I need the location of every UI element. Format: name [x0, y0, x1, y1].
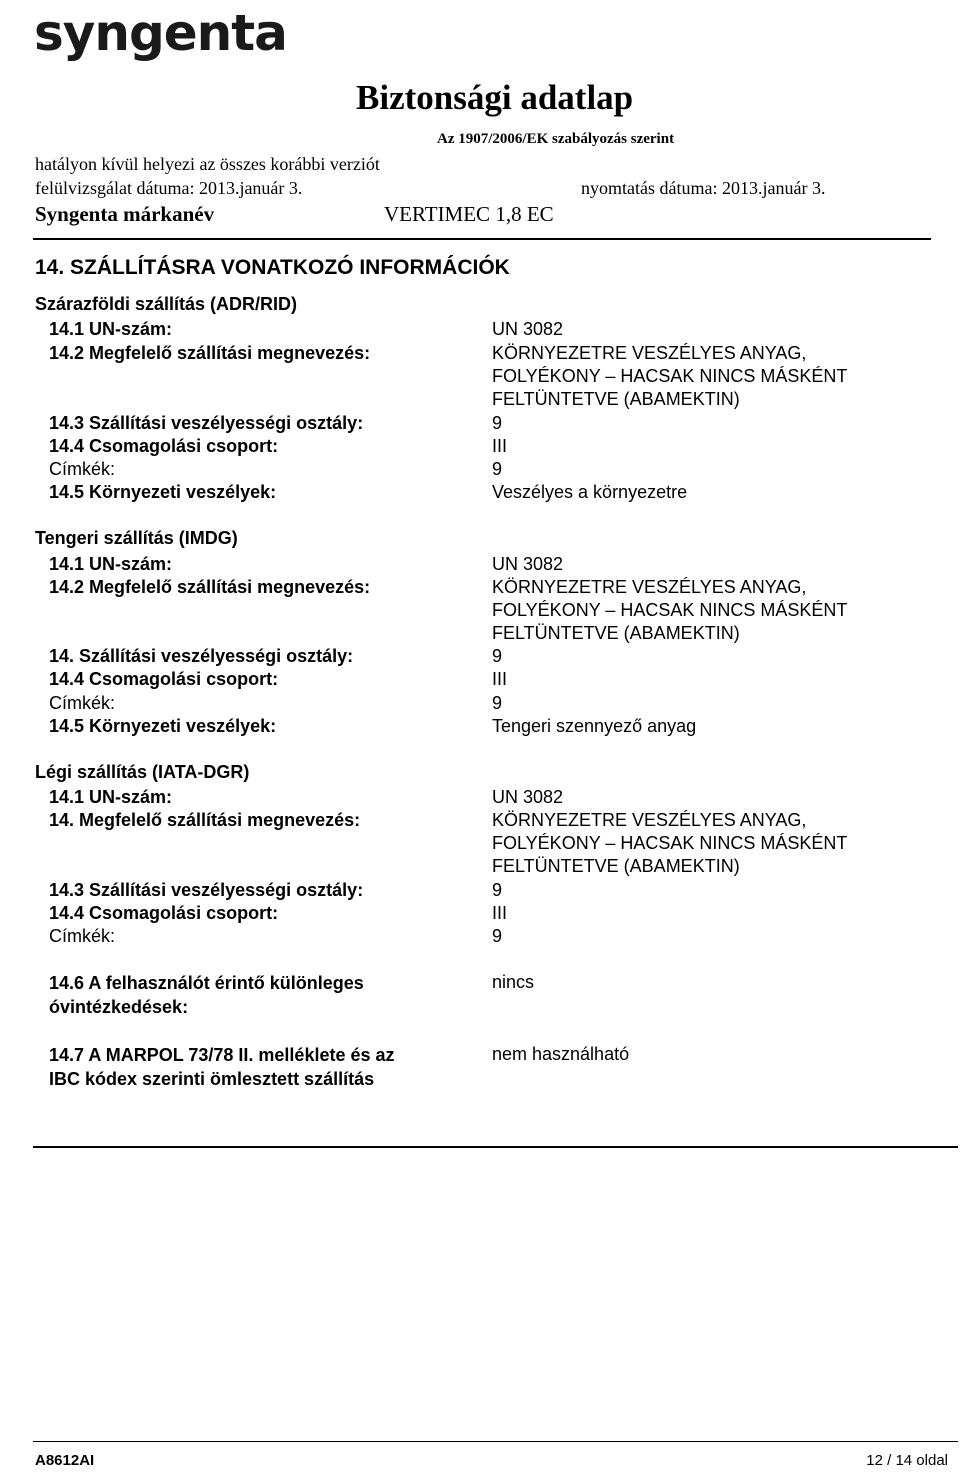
adr-class-label: 14.3 Szállítási veszélyességi osztály:	[49, 413, 364, 433]
document-code: A8612AI	[35, 1452, 95, 1469]
adr-packing-group-value: III	[492, 436, 508, 456]
iata-name-label: 14. Megfelelő szállítási megnevezés:	[49, 810, 361, 830]
brand-label: Syngenta márkanév	[35, 202, 215, 226]
revision-date: felülvizsgálat dátuma: 2013.január 3.	[35, 178, 303, 198]
adr-labels-label: Címkék:	[49, 459, 116, 479]
adr-name-line: FOLYÉKONY – HACSAK NINCS MÁSKÉNT	[492, 366, 848, 386]
imdg-name-line: FOLYÉKONY – HACSAK NINCS MÁSKÉNT	[492, 600, 848, 620]
adr-un-label: 14.1 UN-szám:	[49, 319, 173, 339]
iata-name-line: FELTÜNTETVE (ABAMEKTIN)	[492, 856, 740, 876]
imdg-packing-group-value: III	[492, 669, 508, 689]
content-divider	[33, 1146, 958, 1148]
print-date: nyomtatás dátuma: 2013.január 3.	[581, 178, 826, 198]
imdg-un-value: UN 3082	[492, 554, 564, 574]
iata-class-label: 14.3 Szállítási veszélyességi osztály:	[49, 880, 364, 900]
regulation-note: Az 1907/2006/EK szabályozás szerint	[437, 131, 675, 147]
header-divider	[33, 238, 931, 240]
adr-name-line: KÖRNYEZETRE VESZÉLYES ANYAG,	[492, 343, 807, 363]
adr-name-line: FELTÜNTETVE (ABAMEKTIN)	[492, 389, 740, 409]
footer-divider	[33, 1441, 958, 1442]
supersedes-note: hatályon kívül helyezi az összes korábbi verziót	[35, 154, 380, 174]
adr-env-label: 14.5 Környezeti veszélyek:	[49, 482, 277, 502]
imdg-class-label: 14. Szállítási veszélyességi osztály:	[49, 646, 354, 666]
imdg-env-label: 14.5 Környezeti veszélyek:	[49, 716, 277, 736]
section-title: 14. SZÁLLÍTÁSRA VONATKOZÓ INFORMÁCIÓK	[35, 256, 510, 279]
iata-heading: Légi szállítás (IATA-DGR)	[35, 762, 250, 782]
iata-un-label: 14.1 UN-szám:	[49, 787, 173, 807]
imdg-name-label: 14.2 Megfelelő szállítási megnevezés:	[49, 577, 371, 597]
adr-un-value: UN 3082	[492, 319, 564, 339]
iata-labels-label: Címkék:	[49, 926, 116, 946]
imdg-heading: Tengeri szállítás (IMDG)	[35, 528, 238, 548]
adr-packing-group-label: 14.4 Csomagolási csoport:	[49, 436, 279, 456]
imdg-env-value: Tengeri szennyező anyag	[492, 716, 697, 736]
product-name: VERTIMEC 1,8 EC	[384, 202, 554, 226]
imdg-labels-value: 9	[492, 693, 503, 713]
marpol-label: 14.7 A MARPOL 73/78 II. melléklete és az IBC kódex szerinti ömlesztett szállítás	[49, 1045, 395, 1089]
iata-name-line: FOLYÉKONY – HACSAK NINCS MÁSKÉNT	[492, 833, 848, 853]
adr-env-value: Veszélyes a környezetre	[492, 482, 688, 502]
imdg-un-label: 14.1 UN-szám:	[49, 554, 173, 574]
adr-heading: Szárazföldi szállítás (ADR/RID)	[35, 294, 298, 314]
syngenta-logo: syngenta	[34, 4, 287, 62]
adr-class-value: 9	[492, 413, 503, 433]
iata-name-line: KÖRNYEZETRE VESZÉLYES ANYAG,	[492, 810, 807, 830]
imdg-labels-label: Címkék:	[49, 693, 116, 713]
iata-un-value: UN 3082	[492, 787, 564, 807]
iata-labels-value: 9	[492, 926, 503, 946]
document-title: Biztonsági adatlap	[356, 78, 634, 117]
imdg-packing-group-label: 14.4 Csomagolási csoport:	[49, 669, 279, 689]
imdg-name-line: FELTÜNTETVE (ABAMEKTIN)	[492, 623, 740, 643]
imdg-class-value: 9	[492, 646, 503, 666]
iata-packing-group-value: III	[492, 903, 508, 923]
marpol-value: nem használható	[492, 1044, 630, 1064]
adr-labels-value: 9	[492, 459, 503, 479]
adr-name-label: 14.2 Megfelelő szállítási megnevezés:	[49, 343, 371, 363]
iata-class-value: 9	[492, 880, 503, 900]
imdg-name-line: KÖRNYEZETRE VESZÉLYES ANYAG,	[492, 577, 807, 597]
precautions-label: 14.6 A felhasználót érintő különleges óvintézkedések:	[49, 973, 364, 1017]
precautions-value: nincs	[492, 972, 535, 992]
iata-packing-group-label: 14.4 Csomagolási csoport:	[49, 903, 279, 923]
page-number: 12 / 14 oldal	[866, 1452, 948, 1469]
